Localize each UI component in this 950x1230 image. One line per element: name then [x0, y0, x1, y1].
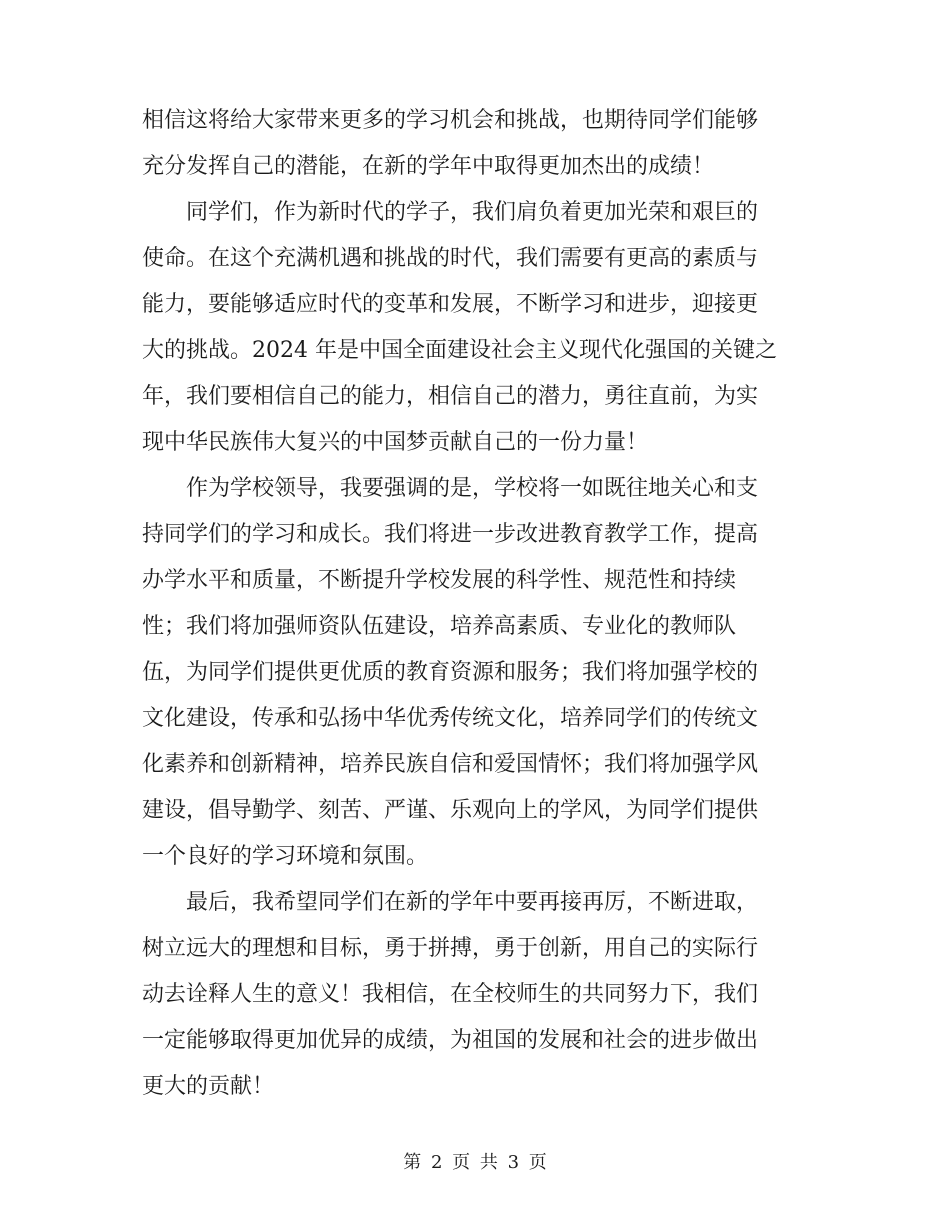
text-line: 文化建设，传承和弘扬中华优秀传统文化，培养同学们的传统文 — [142, 706, 759, 731]
text-line: 化素养和创新精神，培养民族自信和爱国情怀；我们将加强学风 — [142, 752, 759, 777]
text-line: 充分发挥自己的潜能，在新的学年中取得更加杰出的成绩！ — [142, 154, 715, 179]
text-line: 建设，倡导勤学、刻苦、严谨、乐观向上的学风，为同学们提供 — [142, 798, 759, 823]
paragraph — [142, 190, 802, 466]
text-line: 性；我们将加强师资队伍建设，培养高素质、专业化的教师队 — [142, 614, 737, 639]
text-line: 同学们，作为新时代的学子，我们肩负着更加光荣和艰巨的 — [186, 200, 759, 225]
text-line: 作为学校领导，我要强调的是，学校将一如既往地关心和支 — [186, 476, 759, 501]
document-body — [142, 98, 802, 1110]
text-line: 伍，为同学们提供更优质的教育资源和服务；我们将加强学校的 — [142, 660, 759, 685]
text-line: 持同学们的学习和成长。我们将进一步改进教育教学工作，提高 — [142, 522, 759, 547]
text-line: 树立远大的理想和目标，勇于拼搏，勇于创新，用自己的实际行 — [142, 936, 759, 961]
text-line: 现中华民族伟大复兴的中国梦贡献自己的一份力量！ — [142, 430, 649, 455]
paragraph — [142, 98, 802, 190]
paragraph — [142, 880, 802, 1110]
text-line: 使命。在这个充满机遇和挑战的时代，我们需要有更高的素质与 — [142, 246, 759, 271]
text-line: 相信这将给大家带来更多的学习机会和挑战，也期待同学们能够 — [142, 108, 759, 133]
text-line: 大的挑战。2024 年是中国全面建设社会主义现代化强国的关键之 — [142, 338, 777, 363]
text-line: 最后，我希望同学们在新的学年中要再接再厉，不断进取， — [186, 890, 759, 915]
paragraph — [142, 466, 802, 880]
text-line: 年，我们要相信自己的能力，相信自己的潜力，勇往直前，为实 — [142, 384, 759, 409]
text-line: 办学水平和质量，不断提升学校发展的科学性、规范性和持续 — [142, 568, 737, 593]
text-line: 一定能够取得更加优异的成绩，为祖国的发展和社会的进步做出 — [142, 1028, 759, 1053]
text-line: 能力，要能够适应时代的变革和发展，不断学习和进步，迎接更 — [142, 292, 759, 317]
text-line: 一个良好的学习环境和氛围。 — [142, 844, 429, 869]
text-line: 动去诠释人生的意义！我相信，在全校师生的共同努力下，我们 — [142, 982, 759, 1007]
text-line: 更大的贡献！ — [142, 1074, 275, 1099]
page-number-footer: 第 2 页 共 3 页 — [403, 1152, 547, 1173]
